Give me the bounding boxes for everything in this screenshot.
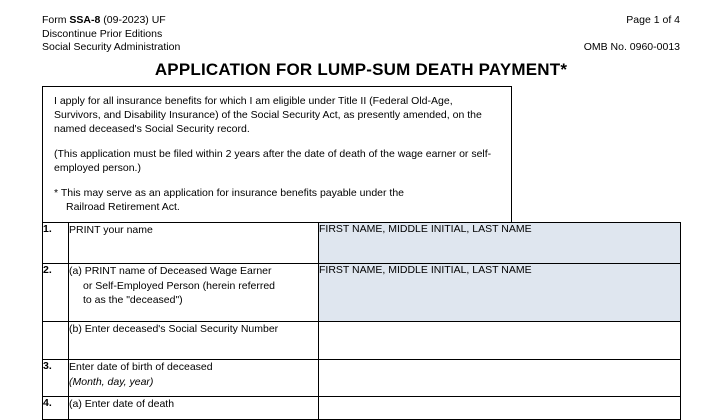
- agency-name: Social Security Administration: [42, 41, 181, 53]
- intro-paragraph-1: I apply for all insurance benefits for which I am eligible under Title II (Federal Old-Age, Survivors, and Disability Insurance) of the Social Security Act, as presently amended, on the named deceased's Social Security record.: [54, 95, 482, 135]
- form-header-left: [42, 14, 180, 55]
- item-4-date-input[interactable]: [319, 397, 681, 420]
- intro-paragraph-2: (This application must be filed within 2 years after the date of death of the wage earner or self-employed person.): [54, 148, 492, 174]
- item-3-date-input[interactable]: [319, 360, 681, 397]
- form-number: SSA-8: [69, 14, 101, 26]
- item-4-number: 4.: [43, 397, 69, 420]
- discontinue-notice: Discontinue Prior Editions: [42, 27, 163, 40]
- form-edition: (09-2023) UF: [100, 14, 166, 26]
- item-2a-label: [69, 264, 319, 322]
- page-title: APPLICATION FOR LUMP-SUM DEATH PAYMENT*: [154, 60, 568, 79]
- item-2a-name-input[interactable]: FIRST NAME, MIDDLE INITIAL, LAST NAME: [319, 264, 681, 322]
- form-header: [42, 14, 680, 58]
- item-2b-label: (b) Enter deceased's Social Security Number: [69, 322, 319, 360]
- form-sheet: [42, 14, 680, 420]
- intro-footnote-line1: * This may serve as an application for insurance benefits payable under the: [54, 187, 405, 199]
- item-2a-label-line3: to as the "deceased"): [83, 294, 183, 306]
- item-1-label: PRINT your name: [69, 223, 319, 264]
- page-indicator: Page 1 of 4: [626, 14, 680, 26]
- form-header-right: [584, 14, 680, 55]
- item-3-label-line2: (Month, day, year): [69, 375, 154, 388]
- omb-number: OMB No. 0960-0013: [583, 41, 680, 53]
- item-3-label-line1: Enter date of birth of deceased: [69, 361, 213, 373]
- item-4-label: (a) Enter date of death: [69, 397, 319, 420]
- item-1-number: 1.: [43, 223, 69, 264]
- item-1-name-input[interactable]: FIRST NAME, MIDDLE INITIAL, LAST NAME: [319, 223, 681, 264]
- item-3-number: 3.: [43, 360, 69, 397]
- table-row-item-1: [43, 223, 681, 264]
- intro-footnote-line2: Railroad Retirement Act.: [66, 201, 180, 213]
- table-row-item-2a: [43, 264, 681, 322]
- item-3-label: [69, 360, 319, 397]
- table-row-item-4: [43, 397, 681, 420]
- form-table: [42, 222, 681, 420]
- table-row-item-2b: [43, 322, 681, 360]
- table-row-item-3: [43, 360, 681, 397]
- introduction-block: [42, 86, 512, 222]
- intro-footnote: [54, 186, 502, 214]
- form-number-line: [42, 14, 180, 28]
- item-2b-ssn-input[interactable]: [319, 322, 681, 360]
- form-label-prefix: Form: [42, 14, 70, 26]
- item-2a-label-line2: or Self-Employed Person (herein referred: [83, 279, 276, 292]
- item-2-number: 2.: [43, 264, 69, 322]
- item-2a-label-line1: (a) PRINT name of Deceased Wage Earner: [69, 265, 272, 277]
- item-2b-number-spacer: [43, 322, 69, 360]
